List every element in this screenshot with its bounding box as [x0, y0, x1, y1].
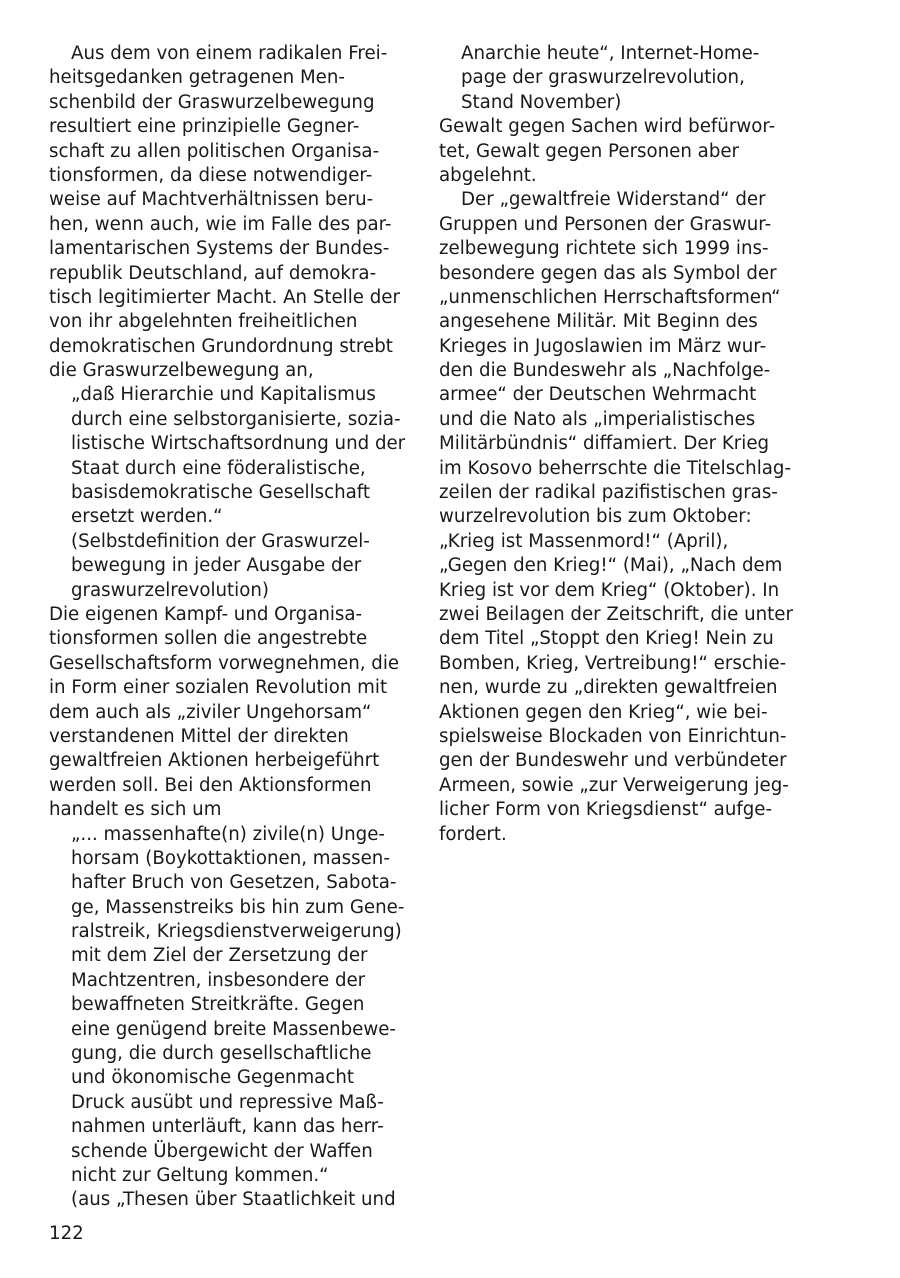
text-line: tisch legitimierter Macht. An Stelle der — [49, 286, 400, 308]
text-line: Bomben, Krieg, Vertreibung!“ erschie- — [439, 652, 787, 674]
text-line: wurzelrevolution bis zum Oktober: — [439, 506, 752, 528]
left-text-column — [49, 42, 411, 1213]
text-line: licher Form von Kriegsdienst“ aufge- — [439, 799, 773, 821]
text-line: zwei Beilagen der Zeitschrift, die unter — [439, 603, 793, 625]
text-line: von ihr abgelehnten freiheitlichen — [49, 311, 358, 333]
text-line: ge, Massenstreiks bis hin zum Gene- — [71, 896, 405, 918]
text-line: Der „gewaltfreie Widerstand“ der — [461, 189, 766, 211]
text-line: besondere gegen das als Symbol der — [439, 262, 777, 284]
text-line: im Kosovo beherrschte die Titelschlag- — [439, 457, 792, 479]
text-line: ersetzt werden.“ — [71, 506, 223, 528]
text-line: tet, Gewalt gegen Personen aber — [439, 140, 740, 162]
text-line: page der graswurzelrevolution, — [461, 67, 745, 89]
text-line: Armeen, sowie „zur Verweigerung jeg- — [439, 774, 789, 796]
text-line: verstandenen Mittel der direkten — [49, 725, 349, 747]
text-line: fordert. — [439, 823, 507, 845]
text-line: zeilen der radikal pazifistischen gras- — [439, 482, 778, 504]
text-line: schenbild der Graswurzelbewegung — [49, 91, 375, 113]
text-line: horsam (Boykottaktionen, massen- — [71, 847, 390, 869]
text-line: „... massenhafte(n) zivile(n) Unge- — [71, 823, 385, 845]
text-line: Anarchie heute“, Internet-Home- — [461, 43, 760, 64]
text-line: bewaffneten Streitkräfte. Gegen — [71, 994, 365, 1016]
text-line: „daß Hierarchie und Kapitalismus — [71, 384, 376, 406]
text-line: dem Titel „Stoppt den Krieg! Nein zu — [439, 628, 774, 650]
text-line: gewaltfreien Aktionen herbeigeführt — [49, 750, 380, 772]
text-line: angesehene Militär. Mit Beginn des — [439, 311, 758, 333]
text-line: Gewalt gegen Sachen wird befürwor- — [439, 116, 776, 138]
text-line: armee“ der Deutschen Wehrmacht — [439, 384, 757, 406]
text-line: bewegung in jeder Ausgabe der — [71, 555, 362, 577]
text-line: Militärbündnis“ diffamiert. Der Krieg — [439, 433, 770, 455]
text-line: tionsformen sollen die angestrebte — [49, 628, 368, 650]
text-line: in Form einer sozialen Revolution mit — [49, 677, 388, 699]
text-line: hafter Bruch von Gesetzen, Sabota- — [71, 872, 397, 894]
text-line: nicht zur Geltung kommen.“ — [71, 1164, 329, 1186]
text-line: spielsweise Blockaden von Einrichtun- — [439, 725, 787, 747]
text-line: Machtzentren, insbesondere der — [71, 969, 366, 991]
text-line: republik Deutschland, auf demokra- — [49, 262, 377, 284]
text-line: ralstreik, Kriegsdienstverweigerung) — [71, 921, 402, 943]
text-line: schaft zu allen politischen Organisa- — [49, 140, 380, 162]
text-line: und die Nato als „imperialistisches — [439, 408, 756, 430]
text-line: basisdemokratische Gesellschaft — [71, 482, 371, 504]
text-line: Gesellschaftsform vorwegnehmen, die — [49, 652, 400, 674]
text-line: heitsgedanken getragenen Men- — [49, 67, 345, 89]
text-line: „unmenschlichen Herrschaftsformen“ — [439, 286, 781, 308]
text-line: den die Bundeswehr als „Nachfolge- — [439, 360, 771, 382]
page-number: 122 — [49, 1223, 84, 1244]
text-line: demokratischen Grundordnung strebt — [49, 335, 393, 357]
text-line: listische Wirtschaftsordnung und der — [71, 433, 406, 455]
text-line: mit dem Ziel der Zersetzung der — [71, 945, 368, 967]
text-line: dem auch als „ziviler Ungehorsam“ — [49, 701, 372, 723]
text-line: resultiert eine prinzipielle Gegner- — [49, 116, 360, 138]
text-line: Aus dem von einem radikalen Frei- — [71, 43, 388, 64]
text-line: weise auf Machtverhältnissen beru- — [49, 189, 374, 211]
text-line: „Gegen den Krieg!“ (Mai), „Nach dem — [439, 555, 783, 577]
text-line: Stand November) — [461, 91, 622, 113]
text-line: und ökonomische Gegenmacht — [71, 1067, 354, 1089]
text-line: (aus „Thesen über Staatlichkeit und — [71, 1189, 396, 1211]
text-line: gen der Bundeswehr und verbündeter — [439, 750, 787, 772]
text-line: nen, wurde zu „direkten gewaltfreien — [439, 677, 778, 699]
text-line: gung, die durch gesellschaftliche — [71, 1043, 372, 1065]
text-line: Krieges in Jugoslawien im März wur- — [439, 335, 767, 357]
text-line: eine genügend breite Massenbewe- — [71, 1018, 396, 1040]
text-line: abgelehnt. — [439, 164, 537, 186]
text-line: Gruppen und Personen der Graswur- — [439, 213, 772, 235]
text-line: (Selbstdefinition der Graswurzel- — [71, 530, 370, 552]
text-line: nahmen unterläuft, kann das herr- — [71, 1116, 384, 1138]
text-line: lamentarischen Systems der Bundes- — [49, 238, 390, 260]
text-line: die Graswurzelbewegung an, — [49, 360, 314, 382]
text-line: werden soll. Bei den Aktionsformen — [49, 774, 372, 796]
text-line: Die eigenen Kampf- und Organisa- — [49, 603, 363, 625]
text-line: graswurzelrevolution) — [71, 579, 269, 601]
text-line: „Krieg ist Massenmord!“ (April), — [439, 530, 729, 552]
right-text-column — [439, 42, 801, 847]
text-line: handelt es sich um — [49, 799, 222, 821]
text-line: Aktionen gegen den Krieg“, wie bei- — [439, 701, 768, 723]
text-line: hen, wenn auch, wie im Falle des par- — [49, 213, 392, 235]
text-line: Staat durch eine föderalistische, — [71, 457, 366, 479]
text-line: durch eine selbstorganisierte, sozia- — [71, 408, 401, 430]
text-line: tionsformen, da diese notwendiger- — [49, 164, 373, 186]
text-line: Krieg ist vor dem Krieg“ (Oktober). In — [439, 579, 780, 601]
text-line: schende Übergewicht der Waffen — [71, 1140, 373, 1162]
text-line: Druck ausübt und repressive Maß- — [71, 1091, 384, 1113]
text-line: zelbewegung richtete sich 1999 ins- — [439, 238, 769, 260]
